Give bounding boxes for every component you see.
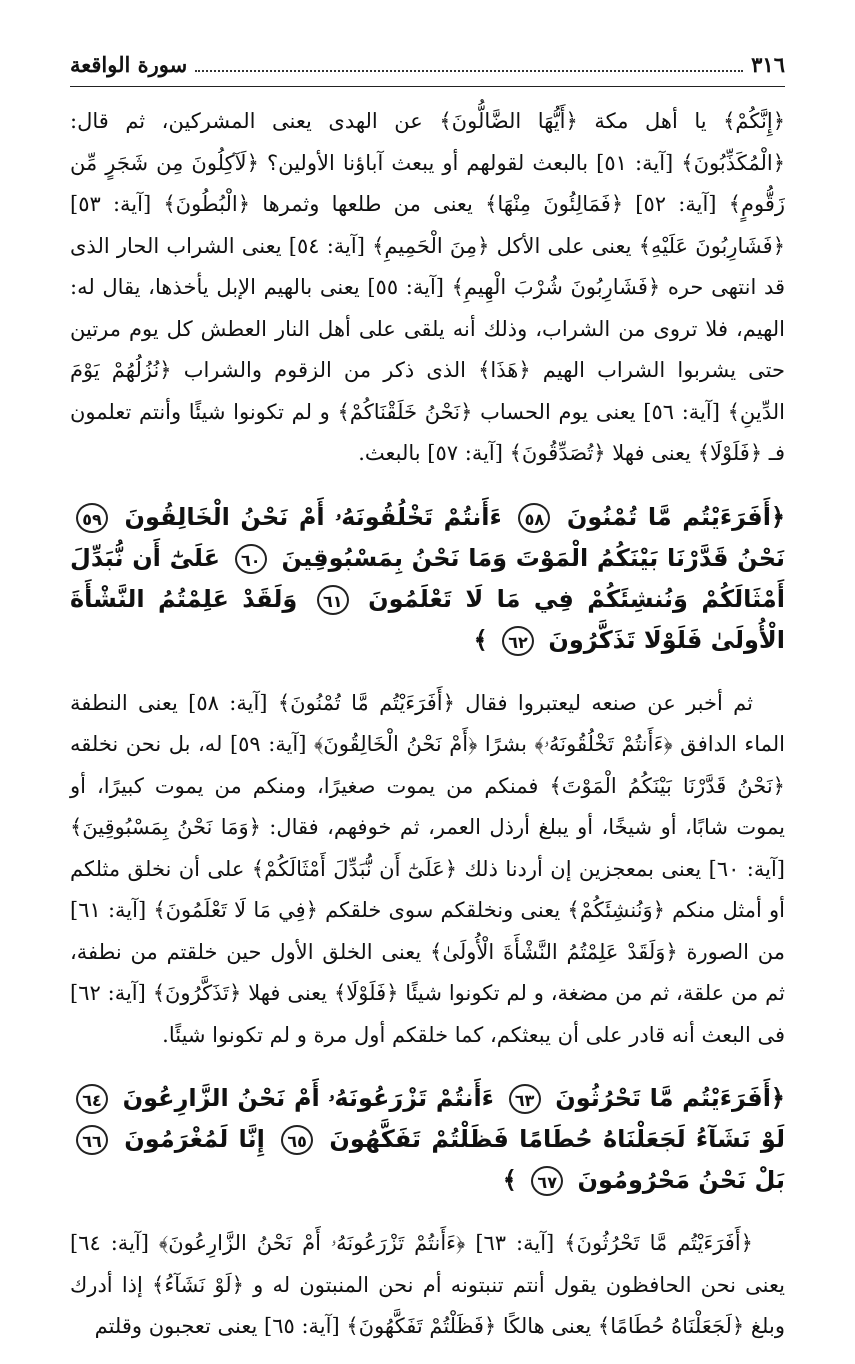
verse-number-marker: ٦١: [317, 585, 349, 615]
verse-text: ﴿أَفَرَءَيْتُم مَّا تُمْنُونَ: [566, 502, 786, 531]
verse-text: إِنَّا لَمُغْرَمُونَ: [124, 1125, 265, 1153]
verse-number-marker: ٦٤: [76, 1084, 108, 1114]
commentary-paragraph-2: ثم أخبر عن صنعه ليعتبروا فقال ﴿أَفَرَءَيْتُم مَّا تُمْنُونَ﴾ [آية: ٥٨] يعنى النطفة الماء الدافق ﴿ءَأَنتُمْ تَخْلُقُونَهُۥ﴾ بشرًا ﴿أَمْ نَحْنُ الْخَالِقُونَ﴾ [آية: ٥٩] له، بل نحن نخلقه ﴿نَحْنُ قَدَّرْنَا بَيْنَكُمُ الْمَوْتَ﴾ فمنكم من يموت صغيرًا، ومنكم من يموت كبيرًا، أو يموت شابًا، أو شيخًا، أو يبلغ أرذل العمر، ثم خوفهم، فقال: ﴿وَمَا نَحْنُ بِمَسْبُوقِينَ﴾ [آية: ٦٠] يعنى بمعجزين إن أردنا ذلك ﴿عَلَىٰٓ أَن نُّبَدِّلَ أَمْثَالَكُمْ﴾ على أن نخلق مثلكم أو أمثل منكم ﴿وَنُنشِئَكُمْ﴾ يعنى ونخلقكم سوى خلقكم ﴿فِي مَا لَا تَعْلَمُونَ﴾ [آية: ٦١] من الصورة ﴿وَلَقَدْ عَلِمْتُمُ النَّشْأَةَ الْأُولَىٰ﴾ يعنى الخلق الأول حين خلقتم من نطفة، ثم من علقة، ثم من مضغة، و لم تكونوا شيئًا ﴿فَلَوْلَا﴾ يعنى فهلا ﴿تَذَكَّرُونَ﴾ [آية: ٦٢] فى البعث أنه قادر على أن يبعثكم، كما خلقكم أول مرة و لم تكونوا شيئًا.: [70, 690, 786, 1047]
quran-verses-block-1: [70, 497, 785, 661]
verse-text: ءَأَنتُمْ تَزْرَعُونَهُۥ أَمْ نَحْنُ الزَّارِعُونَ: [122, 1084, 494, 1112]
verse-number-marker: ٥٩: [76, 503, 108, 533]
header-dotted-leader: [195, 70, 743, 72]
verse-closing-bracket: ﴾: [473, 625, 488, 654]
verse-number-marker: ٦٢: [502, 626, 534, 656]
verse-text: ءَأَنتُمْ تَخْلُقُونَهُۥ أَمْ نَحْنُ الْخَالِقُونَ: [124, 502, 502, 531]
commentary-paragraph-3: ﴿أَفَرَءَيْتُم مَّا تَحْرُثُونَ﴾ [آية: ٦٣] ﴿ءَأَنتُمْ تَزْرَعُونَهُۥ أَمْ نَحْنُ الزَّارِعُونَ﴾ [آية: ٦٤] يعنى نحن الحافظون يقول أنتم تنبتونه أم نحن المنبتون له و ﴿لَوْ نَشَآءُ﴾ إذا أدرك وبلغ ﴿لَجَعَلْنَاهُ حُطَامًا﴾ يعنى هالكًا ﴿فَظَلْتُمْ تَفَكَّهُونَ﴾ [آية: ٦٥] يعنى تعجبون وقلتم: [70, 1231, 785, 1338]
verse-number-marker: ٥٨: [518, 503, 550, 533]
verse-number-marker: ٦٧: [531, 1166, 563, 1196]
verse-text: عَلَىٰٓ أَن نُّبَدِّلَ أَمْثَالَكُمْ وَنُنشِئَكُمْ فِي مَا لَا تَعْلَمُونَ: [70, 543, 786, 613]
page-number: ٣١٦: [751, 52, 785, 77]
verse-number-marker: ٦٠: [235, 544, 267, 574]
verse-text: ﴿أَفَرَءَيْتُم مَّا تَحْرُثُونَ: [555, 1084, 785, 1112]
verse-text: لَوْ نَشَآءُ لَجَعَلْنَاهُ حُطَامًا فَظَلْتُمْ تَفَكَّهُونَ: [329, 1125, 785, 1153]
verse-text: وَلَقَدْ عَلِمْتُمُ النَّشْأَةَ الْأُولَىٰ فَلَوْلَا تَذَكَّرُونَ: [70, 584, 785, 654]
verse-closing-bracket: ﴾: [502, 1166, 517, 1194]
verse-number-marker: ٦٣: [509, 1084, 541, 1114]
page-header: [70, 52, 785, 87]
surah-title: سورة الواقعة: [70, 52, 188, 77]
quran-verses-block-2: [70, 1078, 785, 1201]
verse-text: بَلْ نَحْنُ مَحْرُومُونَ: [577, 1166, 785, 1194]
verse-text: نَحْنُ قَدَّرْنَا بَيْنَكُمُ الْمَوْتَ وَمَا نَحْنُ بِمَسْبُوقِينَ: [281, 543, 786, 572]
verse-number-marker: ٦٦: [76, 1125, 108, 1155]
commentary-paragraph-1: ﴿إِنَّكُمْ﴾ يا أهل مكة ﴿أَيُّهَا الضَّالُّونَ﴾ عن الهدى يعنى المشركين، ثم قال: ﴿الْمُكَذِّبُونَ﴾ [آية: ٥١] بالبعث لقولهم أو يبعث آباؤنا الأولين؟ ﴿لَآكِلُونَ مِن شَجَرٍ مِّن زَقُّومٍ﴾ [آية: ٥٢] ﴿فَمَالِئُونَ مِنْهَا﴾ يعنى من طلعها وثمرها ﴿الْبُطُونَ﴾ [آية: ٥٣] ﴿فَشَارِبُونَ عَلَيْهِ﴾ يعنى على الأكل ﴿مِنَ الْحَمِيمِ﴾ [آية: ٥٤] يعنى الشراب الحار الذى قد انتهى حره ﴿فَشَارِبُونَ شُرْبَ الْهِيمِ﴾ [آية: ٥٥] يعنى بالهيم الإبل يأخذها، يقال له: الهيم، فلا تروى من الشراب، وذلك أنه يلقى على أهل النار العطش كل يوم مرتين حتى يشربوا الشراب الهيم ﴿هَذَا﴾ الذى ذكر من الزقوم والشراب ﴿نُزُلُهُمْ يَوْمَ الدِّينِ﴾ [آية: ٥٦] يعنى يوم الحساب ﴿نَحْنُ خَلَقْنَاكُمْ﴾ و لم تكونوا شيئًا وأنتم تعلمون فـ ﴿فَلَوْلَا﴾ يعنى فهلا ﴿تُصَدِّقُونَ﴾ [آية: ٥٧] بالبعث.: [70, 109, 786, 465]
verse-number-marker: ٦٥: [281, 1125, 313, 1155]
